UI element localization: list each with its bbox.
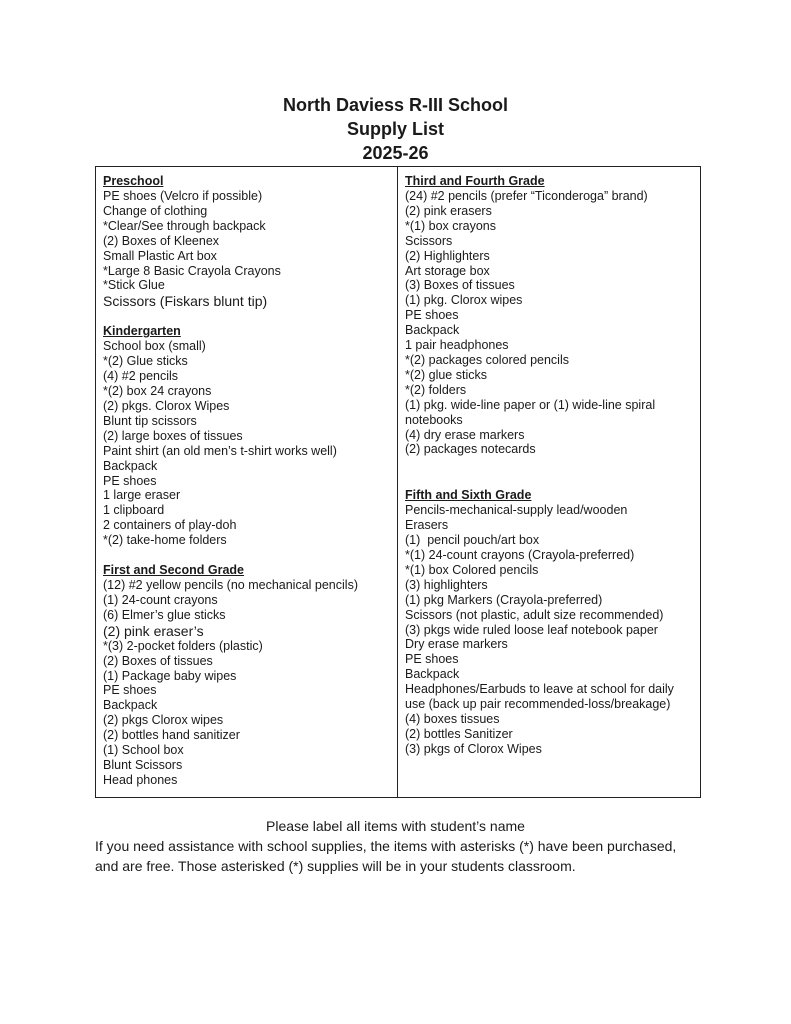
assistance-note-line2: and are free. Those asterisked (*) supplies will be in your students classroom. [95, 858, 576, 874]
list-item: Small Plastic Art box [103, 248, 217, 263]
list-item: *(2) Glue sticks [103, 354, 188, 369]
list-item: Dry erase markers [405, 637, 508, 652]
left-column [96, 167, 398, 797]
list-item: (1) pkg. wide-line paper or (1) wide-line spiral [405, 397, 656, 412]
third-fourth-heading: Third and Fourth Grade [405, 174, 545, 188]
list-item: PE shoes [103, 683, 157, 698]
list-item: (2) bottles Sanitizer [405, 726, 513, 741]
list-item: Backpack [405, 667, 460, 682]
first-second-heading: First and Second Grade [103, 563, 245, 578]
list-item: (2) Highlighters [405, 248, 490, 263]
fifth-sixth-section [405, 488, 700, 756]
list-item: Head phones [103, 772, 178, 787]
list-item: (2) pkgs. Clorox Wipes [103, 398, 230, 413]
list-item: (2) large boxes of tissues [103, 428, 243, 443]
list-item: use (back up pair recommended-loss/breakage) [405, 697, 671, 712]
list-item: (2) packages notecards [405, 442, 536, 457]
list-item: Headphones/Earbuds to leave at school for daily [405, 682, 674, 697]
footer-notes [0, 816, 791, 876]
list-item: (1) pencil pouch/art box [405, 533, 540, 548]
list-item: (4) boxes tissues [405, 712, 500, 726]
fifth-sixth-heading: Fifth and Sixth Grade [405, 488, 532, 503]
list-item: PE shoes (Velcro if possible) [103, 189, 263, 203]
preschool-section [103, 174, 397, 309]
list-item: (2) bottles hand sanitizer [103, 728, 240, 743]
list-item: Scissors (not plastic, adult size recommended) [405, 607, 664, 622]
preschool-heading: Preschool [103, 174, 164, 188]
list-item: *Stick Glue [103, 278, 165, 293]
list-item: Erasers [405, 518, 449, 533]
list-item: Pencils-mechanical-supply lead/wooden [405, 503, 628, 518]
list-title: Supply List [346, 119, 444, 139]
list-item: (3) pkgs of Clorox Wipes [405, 741, 542, 756]
list-item: (1) pkg. Clorox wipes [405, 293, 523, 308]
list-item: *(2) box 24 crayons [103, 384, 212, 399]
list-item: (12) #2 yellow pencils (no mechanical pencils) [103, 578, 358, 593]
kindergarten-section [103, 324, 397, 548]
school-year: 2025-26 [362, 143, 429, 163]
list-item: *(1) box Colored pencils [405, 562, 539, 577]
kindergarten-heading: Kindergarten [103, 324, 181, 339]
list-item: Scissors [405, 233, 453, 248]
list-item: Backpack [103, 458, 158, 473]
list-item: PE shoes [103, 473, 157, 488]
list-item: *(2) folders [405, 382, 467, 397]
list-item: 2 containers of play-doh [103, 518, 237, 533]
list-item: PE shoes [405, 652, 459, 667]
list-item: (6) Elmer’s glue sticks [103, 607, 226, 622]
list-item: Paint shirt (an old men’s t-shirt works well) [103, 443, 337, 458]
list-item: Backpack [405, 323, 460, 338]
list-item: (4) dry erase markers [405, 427, 525, 442]
list-item: *(2) packages colored pencils [405, 352, 569, 367]
list-item: (2) pink eraser’s [103, 622, 204, 639]
list-item: Scissors (Fiskars blunt tip) [103, 293, 268, 310]
list-item: (24) #2 pencils (prefer “Ticonderoga” brand) [405, 189, 648, 203]
list-item: *Clear/See through backpack [103, 218, 266, 233]
list-item: (1) School box [103, 743, 184, 758]
list-item: Blunt tip scissors [103, 413, 197, 428]
list-item: (2) Boxes of tissues [103, 653, 213, 668]
list-item: (3) Boxes of tissues [405, 278, 515, 293]
third-fourth-section [405, 174, 700, 457]
list-item: (2) pkgs Clorox wipes [103, 713, 224, 728]
document-title [0, 93, 791, 165]
list-item: PE shoes [405, 308, 459, 323]
list-item: (2) pink erasers [405, 203, 492, 218]
assistance-note-line1: If you need assistance with school supplies, the items with asterisks (*) have been purchased, [95, 838, 677, 854]
list-item: (1) Package baby wipes [103, 668, 237, 683]
list-item: Blunt Scissors [103, 758, 183, 772]
list-item: 1 large eraser [103, 488, 181, 503]
list-item: notebooks [405, 412, 463, 427]
list-item: 1 pair headphones [405, 338, 509, 353]
list-item: (1) 24-count crayons [103, 592, 218, 607]
list-item: Change of clothing [103, 203, 208, 218]
list-item: School box (small) [103, 339, 206, 354]
list-item: Art storage box [405, 263, 490, 278]
list-item: (4) #2 pencils [103, 369, 179, 384]
list-item: *(2) glue sticks [405, 367, 487, 382]
list-item: (3) pkgs wide ruled loose leaf notebook paper [405, 622, 658, 637]
list-item: *(1) box crayons [405, 218, 497, 233]
list-item: (3) highlighters [405, 577, 488, 592]
list-item: *Large 8 Basic Crayola Crayons [103, 263, 281, 278]
list-item: *(3) 2-pocket folders (plastic) [103, 638, 263, 653]
supply-table [95, 166, 701, 798]
school-name: North Daviess R-III School [282, 95, 509, 115]
list-item: (2) Boxes of Kleenex [103, 233, 220, 248]
list-item: (1) pkg Markers (Crayola-preferred) [405, 592, 603, 607]
list-item: Backpack [103, 698, 158, 713]
list-item: *(2) take-home folders [103, 533, 227, 548]
first-second-section [103, 563, 397, 788]
list-item: 1 clipboard [103, 503, 165, 518]
list-item: *(1) 24-count crayons (Crayola-preferred) [405, 548, 635, 563]
label-note: Please label all items with student’s name [266, 818, 525, 834]
right-column [398, 167, 700, 797]
